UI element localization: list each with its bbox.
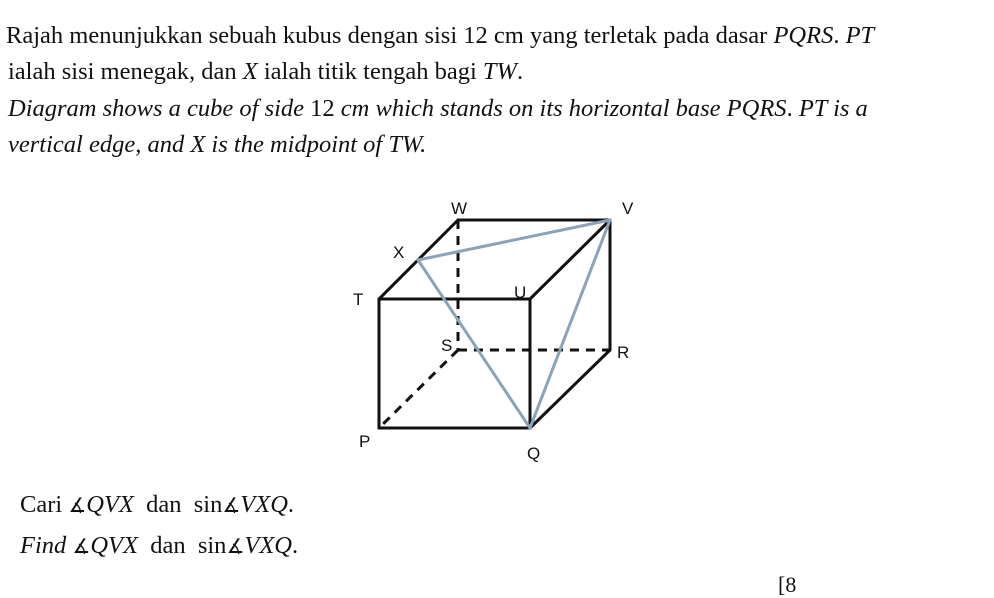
function-name: sin	[193, 491, 223, 518]
task-malay	[20, 491, 294, 519]
label-t: T	[353, 290, 364, 309]
text-segment: ialah titik tengah bagi	[257, 58, 483, 85]
label-v: V	[622, 199, 634, 218]
label-q: Q	[527, 444, 541, 463]
label-x: X	[393, 243, 405, 262]
angle-symbol: ∡	[222, 493, 241, 517]
conjunction: dan	[146, 491, 182, 518]
text-segment: cm which stands on its horizontal base PQRS	[334, 95, 787, 122]
label-u: U	[514, 283, 527, 302]
marks-indicator: [8	[778, 572, 797, 597]
text-segment: .	[833, 22, 846, 49]
visible-edges	[379, 220, 610, 428]
text-segment: Rajah menunjukkan sebuah kubus dengan sisi 12 cm yang terletak pada dasar	[6, 22, 774, 49]
text-segment: PT is a	[792, 95, 868, 122]
text-segment: .	[786, 95, 793, 122]
angle-symbol: ∡	[68, 493, 87, 517]
task-english	[20, 532, 298, 560]
edge-rq	[530, 350, 610, 428]
text-segment: .	[292, 532, 299, 559]
text-segment: ialah sisi menegak, dan	[8, 58, 243, 85]
angle-symbol: ∡	[226, 534, 245, 558]
triangle-xvq	[418, 220, 610, 428]
conjunction: dan	[150, 532, 186, 559]
segment-xv	[418, 220, 610, 260]
text-segment: .	[287, 491, 295, 518]
function-name: sin	[197, 532, 227, 559]
segment-vq	[530, 220, 610, 428]
label-w: W	[451, 199, 468, 218]
angle-name: VXQ	[244, 532, 292, 559]
task-verb: Find	[20, 532, 67, 559]
text-segment: .	[516, 58, 524, 85]
angle-name: QVX	[90, 532, 138, 559]
angle-name: QVX	[86, 491, 134, 518]
point-name: X	[242, 58, 258, 85]
text-segment: Diagram shows a cube of side	[8, 95, 311, 122]
label-p: P	[359, 432, 371, 451]
label-r: R	[617, 343, 630, 362]
base-name: PQRS	[773, 22, 834, 49]
side-length: 12	[310, 95, 335, 122]
hidden-edges	[379, 220, 610, 428]
angle-name: VXQ	[240, 491, 288, 518]
edge-vu	[530, 220, 610, 299]
edge-name: PT	[845, 22, 875, 49]
text-segment: vertical edge, and X is the midpoint of TW.	[8, 131, 427, 158]
task-verb: Cari	[20, 491, 63, 518]
angle-symbol: ∡	[72, 534, 91, 558]
edge-ps	[379, 350, 458, 428]
label-s: S	[441, 336, 453, 355]
edge-name: TW	[482, 58, 517, 85]
